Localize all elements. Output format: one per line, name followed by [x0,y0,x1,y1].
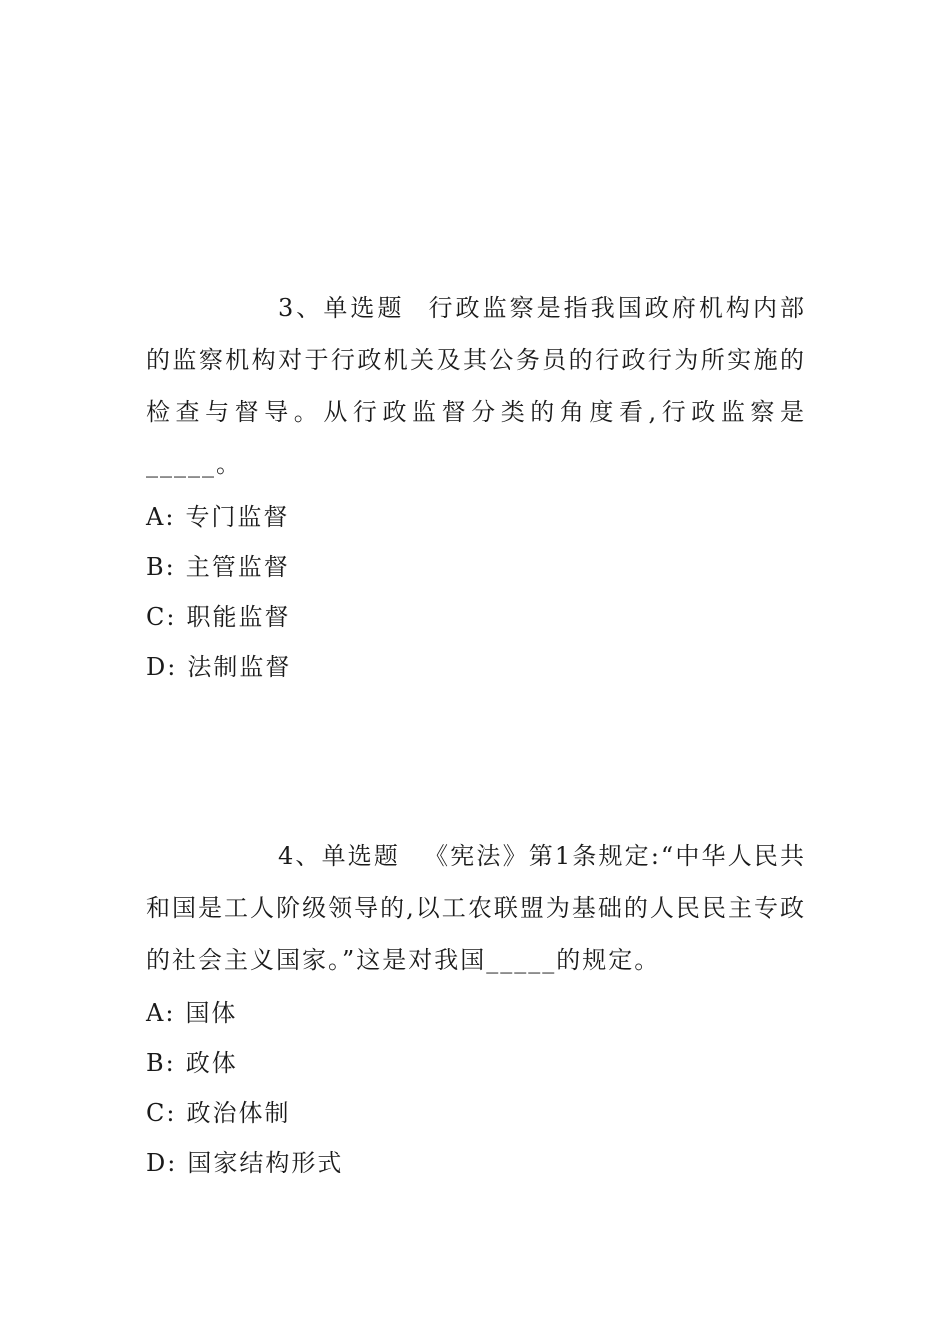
question-number: 3、 [278,294,324,322]
option-text: 主管监督 [185,553,290,581]
option-separator: : [165,999,176,1027]
option-d[interactable] [146,1138,806,1188]
option-separator: : [165,553,176,581]
option-text: 专门监督 [185,503,290,531]
option-c[interactable] [146,1088,806,1138]
option-text: 国家结构形式 [187,1149,344,1177]
option-separator: : [167,1149,178,1177]
option-list [146,492,806,692]
question-text: 行政监察是指我国政府机构内部的监察机构对于行政机关及其公务员的行政行为所实施的检查与督导。从行政监督分类的角度看,行政监察是_____。 [146,294,807,478]
option-letter: B [146,553,166,581]
question-4 [146,830,806,1188]
option-text: 法制监督 [187,653,292,681]
option-separator: : [167,653,178,681]
option-b[interactable] [146,542,806,592]
option-letter: C [146,1099,167,1127]
option-separator: : [165,503,176,531]
option-a[interactable] [146,988,806,1038]
option-letter: D [146,1149,168,1177]
option-letter: D [146,653,168,681]
option-b[interactable] [146,1038,806,1088]
option-text: 政体 [185,1049,238,1077]
option-text: 国体 [185,999,238,1027]
question-stem [146,830,806,986]
question-text: 《宪法》第1条规定:“中华人民共和国是工人阶级领导的,以工农联盟为基础的人民民主专政的社会主义国家。”这是对我国_____的规定。 [146,842,807,974]
option-a[interactable] [146,492,806,542]
option-separator: : [166,603,177,631]
option-list [146,988,806,1188]
option-letter: B [146,1049,166,1077]
option-text: 政治体制 [186,1099,291,1127]
option-letter: A [146,503,166,531]
option-d[interactable] [146,642,806,692]
question-type: 单选题 [321,842,401,870]
question-type: 单选题 [323,294,405,322]
option-letter: A [146,999,166,1027]
option-c[interactable] [146,592,806,642]
option-text: 职能监督 [186,603,291,631]
question-3 [146,282,806,692]
option-separator: : [165,1049,176,1077]
question-stem [146,282,806,490]
option-separator: : [166,1099,177,1127]
option-letter: C [146,603,167,631]
question-number: 4、 [278,842,322,870]
